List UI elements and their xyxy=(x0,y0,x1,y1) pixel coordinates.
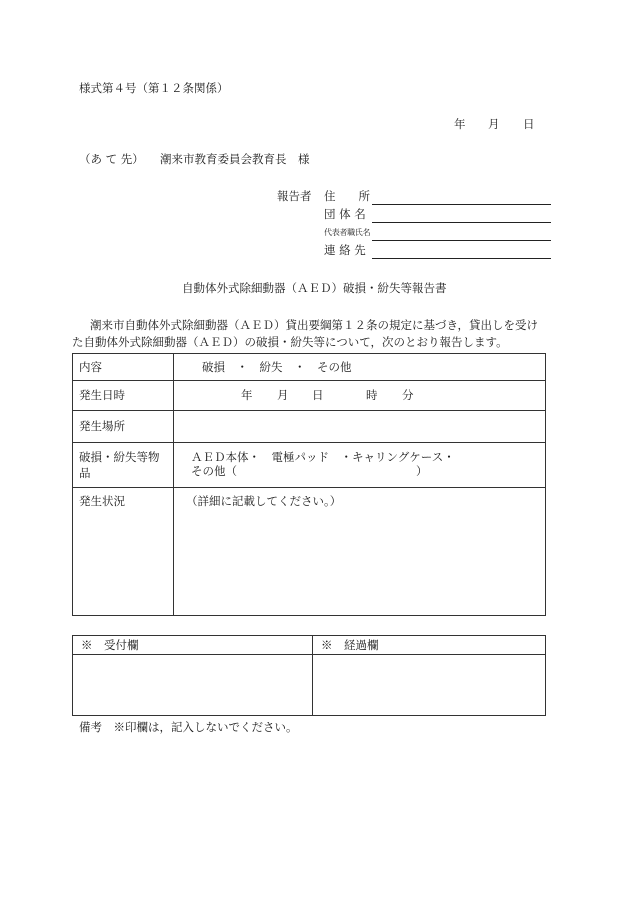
datetime-label: 発生日時 xyxy=(73,381,174,411)
reception-field[interactable] xyxy=(73,655,313,716)
reporter-label: 報告者 xyxy=(277,189,312,203)
report-table xyxy=(72,353,546,616)
reception-header: ※ 受付欄 xyxy=(73,636,313,655)
datetime-field[interactable] xyxy=(174,381,546,411)
remarks-note: 備考 ※印欄は，記入しないでください。 xyxy=(79,720,298,734)
items-line-2 xyxy=(191,465,539,481)
office-use-table xyxy=(72,635,546,716)
group-line xyxy=(372,222,551,223)
date-year-label: 年 xyxy=(454,117,466,131)
items-other-open: その他（ xyxy=(191,464,237,479)
document-title: 自動体外式除細動器（ＡＥＤ）破損・紛失等報告書 xyxy=(182,281,447,295)
date-day-label: 日 xyxy=(523,117,535,131)
body-text-line-1: 潮来市自動体外式除細動器（ＡＥＤ）貸出要綱第１２条の規定に基づき，貸出しを受け xyxy=(90,318,539,332)
situation-label: 発生状況 xyxy=(73,488,174,616)
datetime-month: 月 xyxy=(277,388,289,402)
situation-hint: （詳細に記載してください。） xyxy=(186,494,342,508)
progress-field[interactable] xyxy=(313,655,546,716)
datetime-day: 日 xyxy=(312,388,324,402)
body-text-line-2: た自動体外式除細動器（ＡＥＤ）の破損・紛失等について，次のとおり報告します。 xyxy=(72,335,508,349)
content-label: 内容 xyxy=(73,354,174,381)
address-line xyxy=(372,204,551,205)
office-body-row xyxy=(73,655,546,716)
items-other-close: ） xyxy=(416,464,428,479)
row-place xyxy=(73,411,546,443)
addressee-name: 潮来市教育委員会教育長 様 xyxy=(160,152,310,166)
items-label: 破損・紛失等物品 xyxy=(73,443,174,488)
contact-label: 連 絡 先 xyxy=(324,243,366,257)
datetime-hour: 時 xyxy=(366,388,378,402)
address-label: 住 所 xyxy=(324,189,370,203)
situation-field[interactable] xyxy=(174,488,546,616)
place-field[interactable] xyxy=(174,411,546,443)
contact-line xyxy=(372,258,551,259)
addressee-prefix: （あ て 先） xyxy=(79,152,144,166)
datetime-year: 年 xyxy=(241,388,253,402)
row-content xyxy=(73,354,546,381)
representative-label: 代表者職氏名 xyxy=(324,228,371,237)
items-field[interactable] xyxy=(174,443,546,488)
row-situation xyxy=(73,488,546,616)
form-number: 様式第４号（第１２条関係） xyxy=(79,81,229,95)
place-label: 発生場所 xyxy=(73,411,174,443)
progress-header: ※ 経過欄 xyxy=(313,636,546,655)
date-month-label: 月 xyxy=(488,117,500,131)
row-items xyxy=(73,443,546,488)
items-line-1: ＡＥＤ本体・ 電極パッド ・キャリングケース・ xyxy=(191,449,455,464)
office-header-row xyxy=(73,636,546,655)
datetime-minute: 分 xyxy=(402,388,414,402)
representative-line xyxy=(372,240,551,241)
group-label: 団 体 名 xyxy=(324,207,366,221)
content-options[interactable]: 破損 ・ 紛失 ・ その他 xyxy=(174,354,546,381)
row-datetime xyxy=(73,381,546,411)
